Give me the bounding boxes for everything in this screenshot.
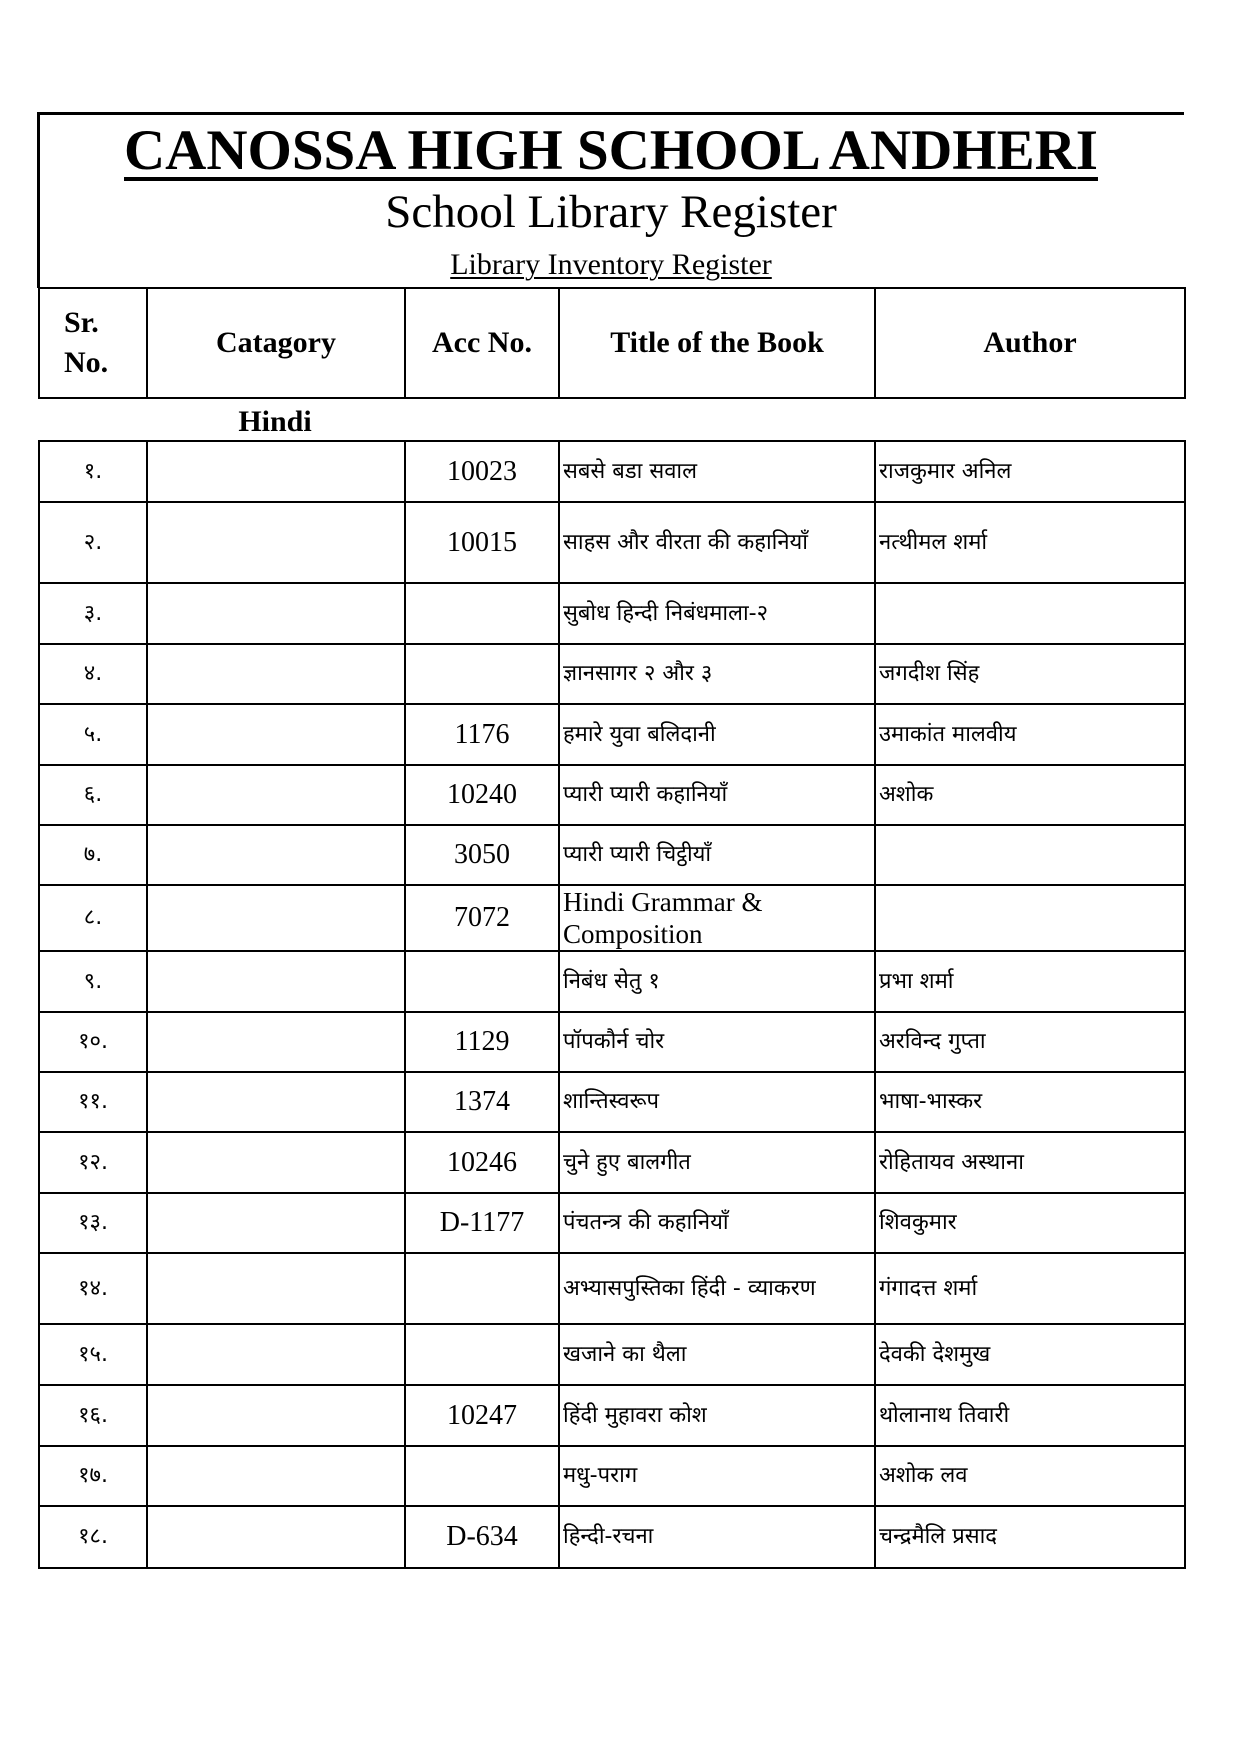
cell-acc-no: 10246 bbox=[405, 1132, 559, 1193]
cell-category bbox=[147, 951, 405, 1012]
cell-title: हिंदी मुहावरा कोश bbox=[559, 1385, 875, 1446]
table-row bbox=[39, 502, 1185, 583]
register-title: School Library Register bbox=[385, 186, 837, 238]
table-row bbox=[39, 1253, 1185, 1324]
cell-sr-no: १. bbox=[39, 441, 147, 502]
table-row bbox=[39, 1324, 1185, 1385]
header-sr-line2: No. bbox=[64, 346, 109, 379]
cell-author: थोलानाथ तिवारी bbox=[875, 1385, 1185, 1446]
cell-author: भाषा-भास्कर bbox=[875, 1072, 1185, 1132]
table-row bbox=[39, 1446, 1185, 1506]
cell-title: शान्तिस्वरूप bbox=[559, 1072, 875, 1132]
cell-title: साहस और वीरता की कहानियाँ bbox=[559, 502, 875, 583]
header-acc-no: Acc No. bbox=[405, 288, 559, 398]
cell-acc-no: 10023 bbox=[405, 441, 559, 502]
cell-author bbox=[875, 825, 1185, 885]
header-sr-line1: Sr. bbox=[64, 306, 99, 339]
cell-sr-no: १४. bbox=[39, 1253, 147, 1324]
cell-sr-no: १६. bbox=[39, 1385, 147, 1446]
cell-title: मधु-पराग bbox=[559, 1446, 875, 1506]
cell-sr-no: १२. bbox=[39, 1132, 147, 1193]
table-row bbox=[39, 765, 1185, 825]
cell-author bbox=[875, 885, 1185, 951]
cell-sr-no: ९. bbox=[39, 951, 147, 1012]
cell-title: पंचतन्त्र की कहानियाँ bbox=[559, 1193, 875, 1253]
cell-sr-no: २. bbox=[39, 502, 147, 583]
cell-sr-no: १८. bbox=[39, 1506, 147, 1568]
cell-author: राजकुमार अनिल bbox=[875, 441, 1185, 502]
cell-author: अशोक bbox=[875, 765, 1185, 825]
header-category: Catagory bbox=[147, 288, 405, 398]
header-sr-no bbox=[39, 288, 147, 398]
header-author: Author bbox=[875, 288, 1185, 398]
table-row bbox=[39, 1385, 1185, 1446]
cell-sr-no: १५. bbox=[39, 1324, 147, 1385]
cell-title: निबंध सेतु १ bbox=[559, 951, 875, 1012]
school-name: CANOSSA HIGH SCHOOL ANDHERI bbox=[124, 119, 1098, 182]
cell-acc-no: 10015 bbox=[405, 502, 559, 583]
table-row bbox=[39, 1012, 1185, 1072]
column-header-row bbox=[39, 288, 1185, 398]
cell-title: खजाने का थैला bbox=[559, 1324, 875, 1385]
cell-acc-no: 10240 bbox=[405, 765, 559, 825]
cell-author: प्रभा शर्मा bbox=[875, 951, 1185, 1012]
cell-title: प्यारी प्यारी कहानियाँ bbox=[559, 765, 875, 825]
cell-category bbox=[147, 1385, 405, 1446]
cell-title: ज्ञानसागर २ और ३ bbox=[559, 644, 875, 704]
cell-acc-no: D-1177 bbox=[405, 1193, 559, 1253]
cell-category bbox=[147, 441, 405, 502]
cell-author: उमाकांत मालवीय bbox=[875, 704, 1185, 765]
book-rows bbox=[39, 441, 1185, 1568]
school-name-heading bbox=[38, 118, 1184, 184]
cell-acc-no: 7072 bbox=[405, 885, 559, 951]
cell-author: देवकी देशमुख bbox=[875, 1324, 1185, 1385]
cell-acc-no: 1129 bbox=[405, 1012, 559, 1072]
header-title: Title of the Book bbox=[559, 288, 875, 398]
cell-author bbox=[875, 583, 1185, 644]
book-register-table bbox=[38, 440, 1186, 1569]
cell-title: सुबोध हिन्दी निबंधमाला-२ bbox=[559, 583, 875, 644]
cell-sr-no: ६. bbox=[39, 765, 147, 825]
cell-category bbox=[147, 885, 405, 951]
cell-category bbox=[147, 1506, 405, 1568]
cell-sr-no: १०. bbox=[39, 1012, 147, 1072]
cell-category bbox=[147, 1324, 405, 1385]
cell-sr-no: ८. bbox=[39, 885, 147, 951]
cell-author: रोहितायव अस्थाना bbox=[875, 1132, 1185, 1193]
cell-acc-no: 10247 bbox=[405, 1385, 559, 1446]
cell-author: चन्द्रमैलि प्रसाद bbox=[875, 1506, 1185, 1568]
cell-sr-no: ११. bbox=[39, 1072, 147, 1132]
cell-title: हमारे युवा बलिदानी bbox=[559, 704, 875, 765]
cell-sr-no: ५. bbox=[39, 704, 147, 765]
table-row bbox=[39, 441, 1185, 502]
table-row bbox=[39, 644, 1185, 704]
cell-author: शिवकुमार bbox=[875, 1193, 1185, 1253]
cell-category bbox=[147, 1253, 405, 1324]
table-row bbox=[39, 825, 1185, 885]
cell-category bbox=[147, 583, 405, 644]
cell-acc-no bbox=[405, 583, 559, 644]
cell-sr-no: १३. bbox=[39, 1193, 147, 1253]
cell-category bbox=[147, 1012, 405, 1072]
table-row bbox=[39, 704, 1185, 765]
cell-acc-no: 3050 bbox=[405, 825, 559, 885]
table-row bbox=[39, 885, 1185, 951]
cell-category bbox=[147, 825, 405, 885]
cell-category bbox=[147, 704, 405, 765]
table-row bbox=[39, 1506, 1185, 1568]
cell-title: हिन्दी-रचना bbox=[559, 1506, 875, 1568]
column-header-table bbox=[38, 287, 1186, 399]
cell-sr-no: ४. bbox=[39, 644, 147, 704]
cell-author: अरविन्द गुप्ता bbox=[875, 1012, 1185, 1072]
frame-top-border bbox=[38, 112, 1184, 115]
table-row bbox=[39, 1193, 1185, 1253]
register-subtitle: Library Inventory Register bbox=[450, 248, 772, 281]
cell-title: अभ्यासपुस्तिका हिंदी - व्याकरण bbox=[559, 1253, 875, 1324]
cell-title: प्यारी प्यारी चिट्ठीयाँ bbox=[559, 825, 875, 885]
cell-author: अशोक लव bbox=[875, 1446, 1185, 1506]
cell-title: सबसे बडा सवाल bbox=[559, 441, 875, 502]
table-row bbox=[39, 1072, 1185, 1132]
cell-category bbox=[147, 1132, 405, 1193]
cell-category bbox=[147, 502, 405, 583]
cell-acc-no bbox=[405, 1324, 559, 1385]
table-row bbox=[39, 583, 1185, 644]
cell-category bbox=[147, 1072, 405, 1132]
cell-sr-no: ३. bbox=[39, 583, 147, 644]
cell-title: Hindi Grammar & Composition bbox=[559, 885, 875, 951]
cell-author: गंगादत्त शर्मा bbox=[875, 1253, 1185, 1324]
cell-category bbox=[147, 765, 405, 825]
cell-acc-no bbox=[405, 1253, 559, 1324]
cell-sr-no: १७. bbox=[39, 1446, 147, 1506]
cell-category bbox=[147, 1193, 405, 1253]
table-row bbox=[39, 951, 1185, 1012]
cell-sr-no: ७. bbox=[39, 825, 147, 885]
section-label-hindi: Hindi bbox=[238, 405, 312, 438]
cell-category bbox=[147, 1446, 405, 1506]
cell-acc-no bbox=[405, 644, 559, 704]
cell-category bbox=[147, 644, 405, 704]
cell-acc-no: 1176 bbox=[405, 704, 559, 765]
cell-author: जगदीश सिंह bbox=[875, 644, 1185, 704]
cell-title: चुने हुए बालगीत bbox=[559, 1132, 875, 1193]
table-row bbox=[39, 1132, 1185, 1193]
cell-acc-no bbox=[405, 951, 559, 1012]
cell-acc-no bbox=[405, 1446, 559, 1506]
cell-acc-no: 1374 bbox=[405, 1072, 559, 1132]
cell-title: पॉपकौर्न चोर bbox=[559, 1012, 875, 1072]
cell-author: नत्थीमल शर्मा bbox=[875, 502, 1185, 583]
cell-acc-no: D-634 bbox=[405, 1506, 559, 1568]
register-subtitle-wrap bbox=[38, 248, 1184, 282]
